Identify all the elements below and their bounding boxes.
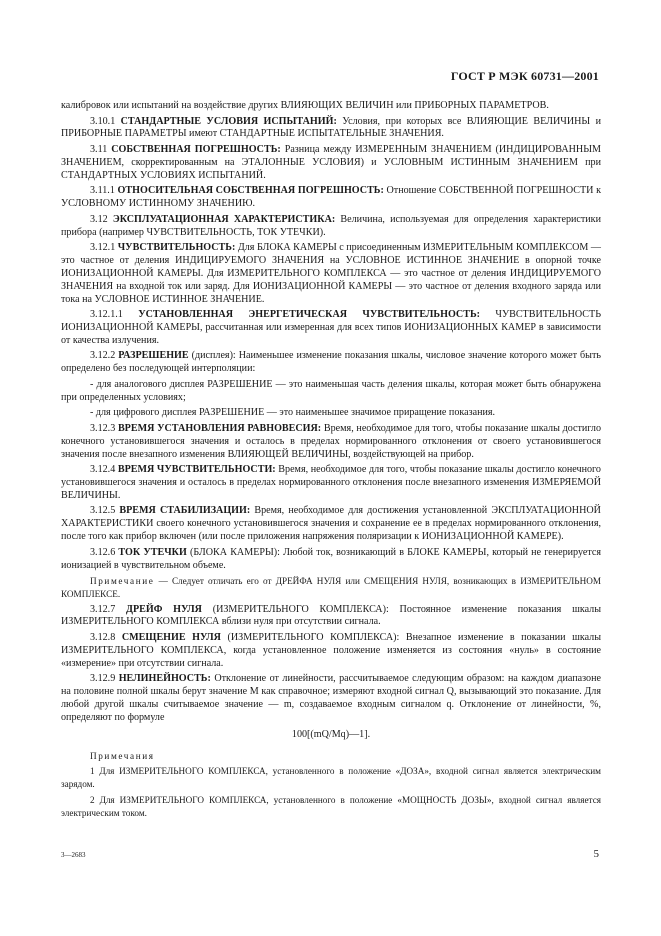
clause-number: 3.12.9 — [90, 673, 116, 685]
clause-3-12-8 — [61, 632, 601, 671]
clause-3-12-7 — [61, 604, 601, 630]
clause-term: ЭКСПЛУАТАЦИОННАЯ ХАРАКТЕРИСТИКА: — [112, 213, 336, 225]
paragraph: калибровок или испытаний на воздействие других ВЛИЯЮЩИХ ВЕЛИЧИН или ПРИБОРНЫХ ПАРАМЕТРОВ. — [61, 100, 549, 111]
clause-3-12-1-1 — [61, 309, 601, 348]
clause-text: ЧУВСТВИТЕЛЬНОСТЬ ИОНИЗАЦИОННОЙ КАМЕРЫ, рассчитанная или измеренная для всех типов ИОНИЗАЦИОННЫХ КАМЕР в зависимости от качества излучения. — [61, 309, 601, 346]
clause-text: Величина, используемая для определения характеристики прибора (например ЧУВСТВИТЕЛЬНОСТЬ, ТОК УТЕЧКИ). — [61, 213, 601, 238]
formula: 100[(mQ/Mq)—1]. — [291, 728, 371, 740]
clause-term: СОБСТВЕННАЯ ПОГРЕШНОСТЬ: — [111, 143, 281, 155]
clause-3-12-6 — [61, 547, 601, 573]
note-text: — Следует отличать его от ДРЕЙФА НУЛЯ или СМЕЩЕНИЯ НУЛЯ, возникающих в ИЗМЕРИТЕЛЬНОМ КОМПЛЕКСЕ. — [61, 576, 602, 600]
clause-text: Для БЛОКА КАМЕРЫ с присоединенным ИЗМЕРИТЕЛЬНЫМ КОМПЛЕКСОМ — это частное от деления ИНДИЦИРУЕМОГО ЗНАЧЕНИЯ на УСЛОВНОЕ ИСТИННОЕ ЗНАЧЕНИЕ в опорной точке ИОНИЗАЦИОННОЙ КАМЕРЫ. Для ИЗМЕРИТЕЛЬНОГО КОМПЛЕКСА — это частное от деления ИНДИЦИРУЕМОГО ЗНАЧЕНИЯ на входной ток или заряд. Для ИОНИЗАЦИОННОЙ КАМЕРЫ — это частное от деления входного заряда или тока на УСЛОВНОЕ ИСТИННОЕ ЗНАЧЕНИЕ. — [61, 242, 602, 305]
clause-3-12-4 — [61, 464, 601, 503]
clause-number: 3.12.7 — [90, 603, 116, 615]
document-header: ГОСТ Р МЭК 60731—2001 — [450, 69, 599, 83]
clause-number: 3.12.1.1 — [90, 309, 123, 321]
clause-term: ЧУВСТВИТЕЛЬНОСТЬ: — [117, 242, 236, 254]
clause-3-12-5 — [61, 505, 601, 544]
note-label: Примечание — [90, 576, 155, 587]
clause-term: ВРЕМЯ УСТАНОВЛЕНИЯ РАВНОВЕСИЯ: — [117, 422, 322, 434]
clause-number: 3.11 — [90, 143, 108, 155]
clause-3-11-1 — [61, 185, 601, 211]
clause-number: 3.12.4 — [90, 464, 116, 476]
list-item: - для цифрового дисплея РАЗРЕШЕНИЕ — это наименьшее значимое приращение показания. — [90, 407, 496, 419]
document-body — [61, 100, 601, 822]
clause-text: Время, необходимое для того, чтобы показание шкалы достигло конечного установившегося значения и осталось в пределах нормированного отклонения после внезапного изменения ИЗМЕРЯЕМОЙ ВЕЛИЧИНЫ. — [61, 464, 601, 501]
clause-text: Отклонение от линейности, рассчитываемое следующим образом: на каждом диапазоне на половине полной шкалы берут значение M как справочное; измеряют входной сигнал Q, вызывающий это показание. Для любой другой шкалы считываемое значение — m, создаваемое входным сигналом q. Отклонение от линейности, %, определяют по формуле — [61, 673, 601, 723]
clause-3-12-3 — [61, 423, 601, 462]
clause-text: Условия, при которых все ВЛИЯЮЩИЕ ВЕЛИЧИНЫ и ПРИБОРНЫЕ ПАРАМЕТРЫ имеют СТАНДАРТНЫЕ ИСПЫТАТЕЛЬНЫЕ ЗНАЧЕНИЯ. — [61, 115, 601, 140]
clause-3-12-1 — [61, 242, 601, 307]
clause-text: Отношение СОБСТВЕННОЙ ПОГРЕШНОСТИ к УСЛОВНОМУ ИСТИННОМУ ЗНАЧЕНИЮ. — [61, 185, 601, 210]
note — [61, 575, 601, 601]
clause-text: Разница между ИЗМЕРЕННЫМ ЗНАЧЕНИЕМ (ИНДИЦИРОВАННЫМ ЗНАЧЕНИЕМ, скорректированным на ЭТАЛОННЫЕ УСЛОВИЯ) и УСЛОВНЫМ ИСТИННЫМ ЗНАЧЕНИЕМ при СТАНДАРТНЫХ УСЛОВИЯХ ИСПЫТАНИЙ. — [61, 143, 601, 181]
clause-text: (ИЗМЕРИТЕЛЬНОГО КОМПЛЕКСА): Постоянное изменение показания шкалы ИЗМЕРИТЕЛЬНОГО КОМПЛЕКСА вблизи нуля при отсутствии сигнала. — [61, 603, 601, 628]
clause-text: Время, необходимое для того, чтобы показание шкалы достигло конечного установившегося значения и осталось в пределах нормированного отклонения от своего установившегося значения после внезапного изменения ВЛИЯЮЩЕЙ ВЕЛИЧИНЫ, воздействующей на прибор. — [61, 422, 602, 460]
clause-text: Время, необходимое для достижения установленной ЭКСПЛУАТАЦИОННОЙ ХАРАКТЕРИСТИКИ своего конечного установившегося значения и сохранение ее в пределах нормированного отклонения, после того как прибор включен (или после приложения напряжения поляризации к ИОНИЗАЦИОННОЙ КАМЕРЕ). — [61, 505, 601, 543]
clause-number: 3.12.3 — [90, 422, 116, 434]
clause-number: 3.12.2 — [90, 350, 116, 362]
clause-term: СТАНДАРТНЫЕ УСЛОВИЯ ИСПЫТАНИЙ: — [120, 115, 337, 127]
clause-number: 3.11.1 — [90, 185, 115, 197]
clause-number: 3.12.6 — [90, 546, 116, 558]
clause-term: РАЗРЕШЕНИЕ — [118, 350, 189, 362]
clause-number: 3.12.8 — [90, 631, 116, 643]
clause-3-12-2 — [61, 350, 601, 376]
clause-term: НЕЛИНЕЙНОСТЬ: — [118, 673, 211, 685]
clause-term: СМЕЩЕНИЕ НУЛЯ — [121, 631, 221, 643]
page-number: 5 — [593, 848, 599, 860]
clause-text: (ИЗМЕРИТЕЛЬНОГО КОМПЛЕКСА): Внезапное изменение в показании шкалы ИЗМЕРИТЕЛЬНОГО КОМПЛЕКСА, когда установленное положение изменяется из состояния «нуль» в состояние «измерение» при отсутствии сигнала. — [61, 631, 601, 669]
clause-number: 3.12 — [90, 213, 108, 225]
clause-term: ТОК УТЕЧКИ — [118, 546, 187, 558]
clause-3-11 — [61, 144, 601, 183]
clause-3-12 — [61, 214, 601, 240]
clause-term: ДРЕЙФ НУЛЯ — [126, 603, 202, 615]
clause-3-10-1 — [61, 116, 601, 142]
clause-term: УСТАНОВЛЕННАЯ ЭНЕРГЕТИЧЕСКАЯ ЧУВСТВИТЕЛЬНОСТЬ: — [138, 309, 480, 321]
clause-term: ВРЕМЯ ЧУВСТВИТЕЛЬНОСТИ: — [117, 464, 276, 476]
list-item: - для аналогового дисплея РАЗРЕШЕНИЕ — это наименьшая часть деления шкалы, которая может быть обнаружена при определенных условиях; — [61, 378, 601, 403]
clause-number: 3.10.1 — [90, 115, 116, 127]
clause-text: (БЛОКА КАМЕРЫ): Любой ток, возникающий в БЛОКЕ КАМЕРЫ, который не генерируется ионизацией в чувствительном объеме. — [61, 546, 601, 571]
note-item: 2 Для ИЗМЕРИТЕЛЬНОГО КОМПЛЕКСА, установленного в положение «МОЩНОСТЬ ДОЗЫ», входной сигнал является электрическим током. — [61, 794, 601, 818]
notes-label: Примечания — [90, 750, 155, 761]
clause-3-12-9 — [61, 673, 601, 725]
clause-term: ОТНОСИТЕЛЬНАЯ СОБСТВЕННАЯ ПОГРЕШНОСТЬ: — [117, 185, 384, 197]
clause-text: (дисплея): Наименьшее изменение показания шкалы, числовое значение которого может быть определено без последующей интерполяции: — [61, 350, 601, 375]
clause-number: 3.12.5 — [90, 505, 116, 517]
print-code: 3—2683 — [61, 851, 86, 859]
clause-number: 3.12.1 — [90, 242, 116, 254]
note-item: 1 Для ИЗМЕРИТЕЛЬНОГО КОМПЛЕКСА, установленного в положение «ДОЗА», входной сигнал является электрическим зарядом. — [61, 766, 601, 790]
clause-term: ВРЕМЯ СТАБИЛИЗАЦИИ: — [119, 505, 251, 517]
